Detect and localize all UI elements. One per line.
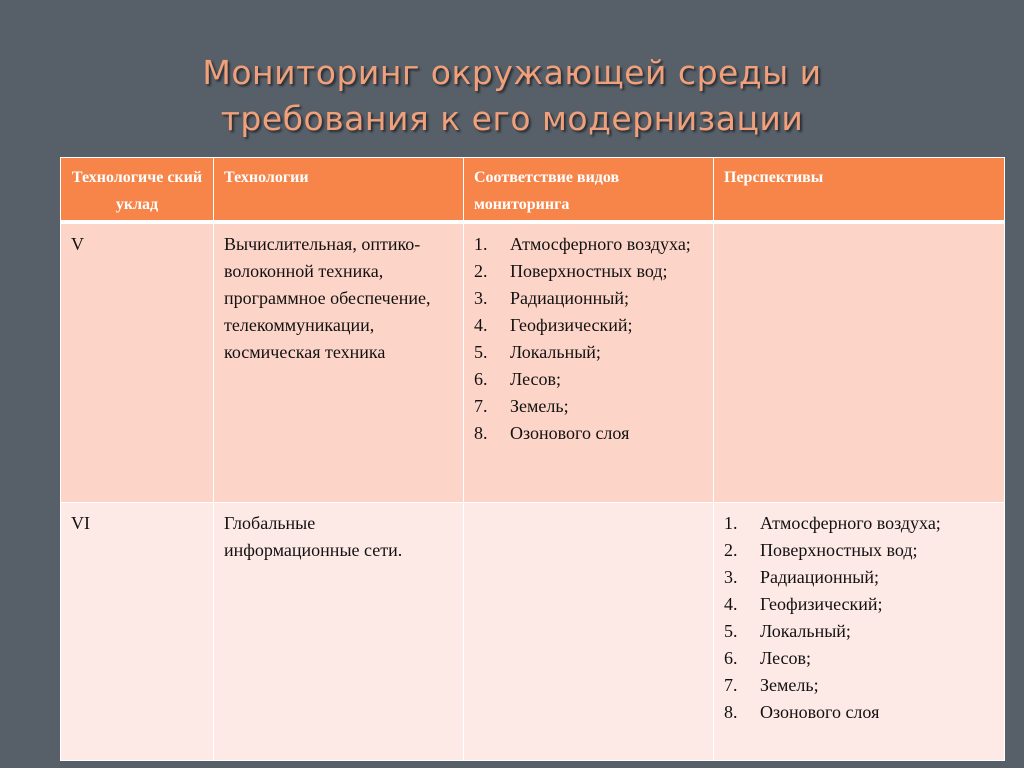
table-row bbox=[61, 503, 1005, 761]
cell-technologies: Глобальные информационные сети. bbox=[214, 503, 464, 761]
list-item: 7. Земель; bbox=[724, 675, 819, 695]
prospects-list bbox=[724, 510, 994, 726]
header-prospects: Перспективы bbox=[714, 158, 1005, 223]
cell-technologies: Вычислительная, оптико-волоконной техника, программное обеспечение, телекоммуникации, космическая техника bbox=[214, 222, 464, 503]
list-item: 1. Атмосферного воздуха; bbox=[724, 513, 941, 533]
cell-monitoring-match bbox=[464, 222, 714, 503]
cell-monitoring-match bbox=[464, 503, 714, 761]
list-item: 3. Радиационный; bbox=[724, 567, 880, 587]
slide-title-line-1: Мониторинг окружающей среды и bbox=[202, 53, 822, 92]
list-item: 6. Лесов; bbox=[474, 369, 562, 389]
list-item: 2. Поверхностных вод; bbox=[724, 540, 918, 560]
cell-prospects bbox=[714, 222, 1005, 503]
cell-era: VI bbox=[61, 503, 214, 761]
list-item: 5. Локальный; bbox=[474, 342, 601, 362]
cell-prospects bbox=[714, 503, 1005, 761]
list-item: 5. Локальный; bbox=[724, 621, 851, 641]
list-item: 8. Озонового слоя bbox=[474, 423, 630, 443]
slide-title-line-2: требования к его модернизации bbox=[220, 99, 804, 138]
header-monitoring-match: Соответствие видов мониторинга bbox=[464, 158, 714, 223]
list-item: 7. Земель; bbox=[474, 396, 569, 416]
table-row bbox=[61, 222, 1005, 503]
list-item: 8. Озонового слоя bbox=[724, 702, 880, 722]
list-item: 6. Лесов; bbox=[724, 648, 812, 668]
monitoring-list bbox=[474, 231, 703, 447]
list-item: 3. Радиационный; bbox=[474, 288, 630, 308]
header-technological-order: Технологиче ский уклад bbox=[61, 158, 214, 223]
cell-era: V bbox=[61, 222, 214, 503]
list-item: 2. Поверхностных вод; bbox=[474, 261, 668, 281]
list-item: 4. Геофизический; bbox=[724, 594, 883, 614]
header-technologies: Технологии bbox=[214, 158, 464, 223]
monitoring-table bbox=[60, 157, 1005, 761]
list-item: 1. Атмосферного воздуха; bbox=[474, 234, 691, 254]
slide-title bbox=[0, 50, 1024, 142]
table-header-row bbox=[61, 158, 1005, 223]
list-item: 4. Геофизический; bbox=[474, 315, 633, 335]
